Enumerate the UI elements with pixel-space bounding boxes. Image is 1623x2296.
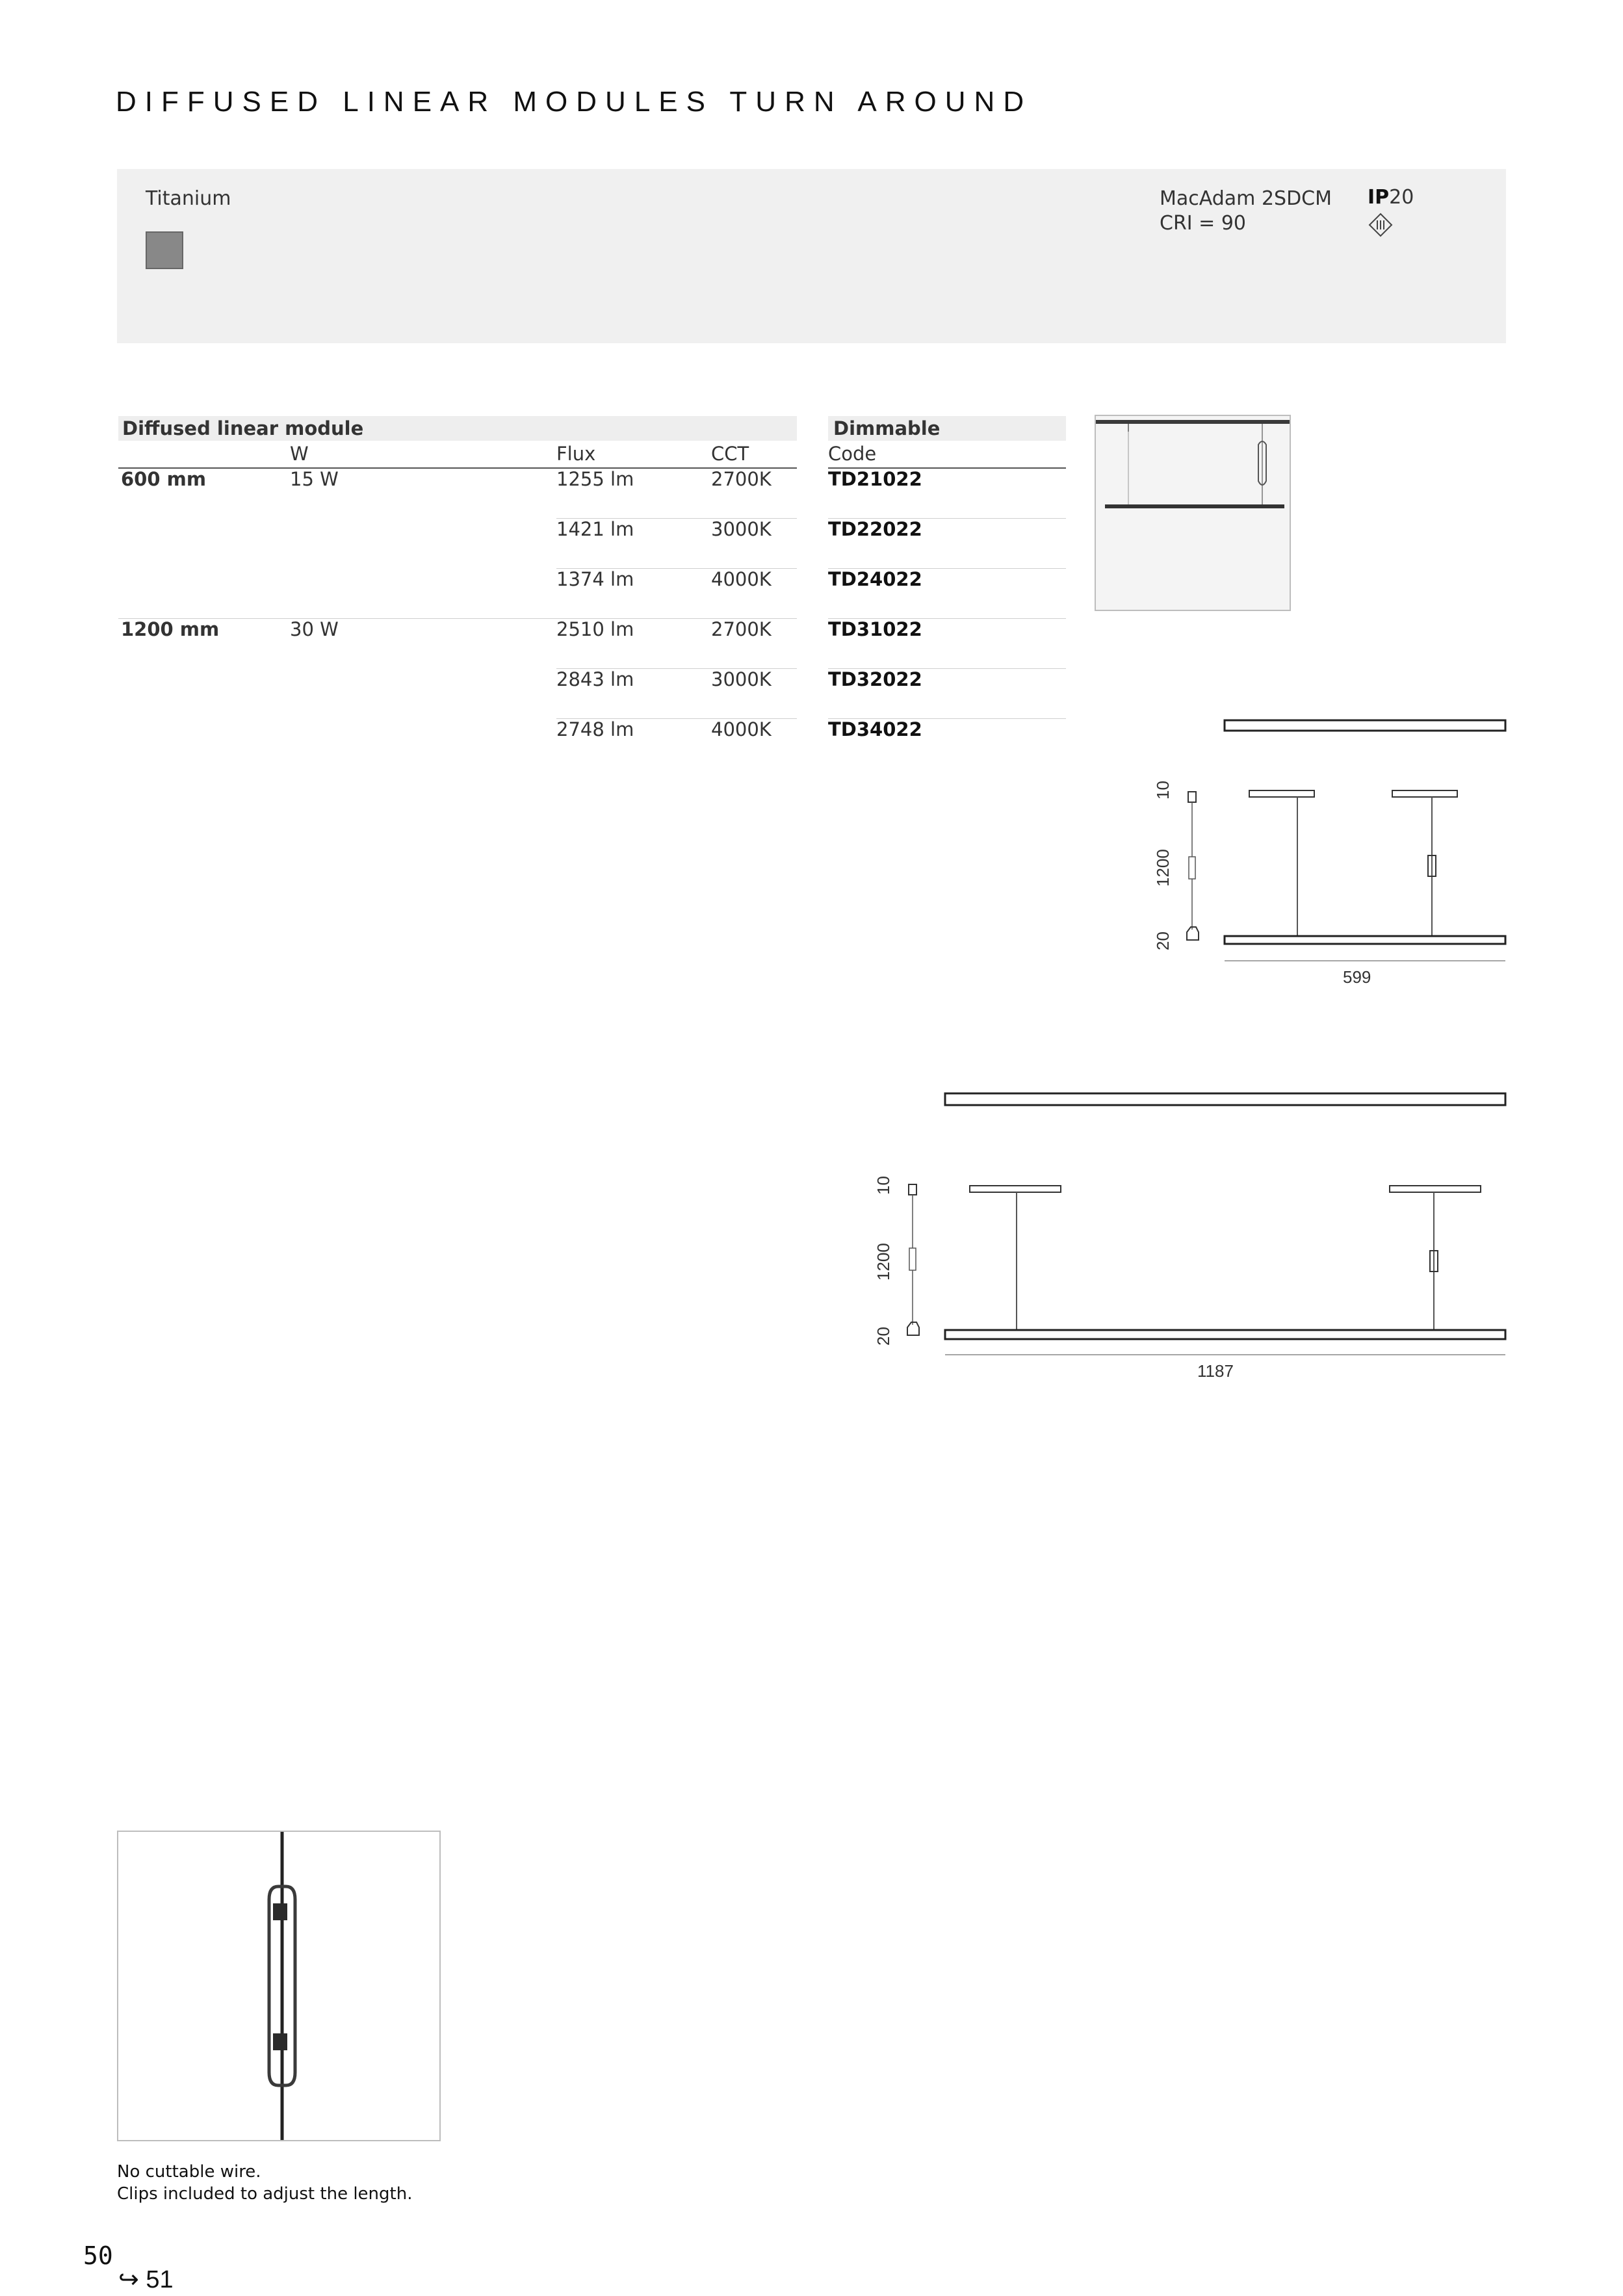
next-page-number: 51 xyxy=(146,2266,174,2293)
dimmable-title: Dimmable xyxy=(833,417,941,439)
dim-width: 599 xyxy=(1343,967,1371,987)
row-cct: 3000K xyxy=(711,668,772,690)
row-cct: 4000K xyxy=(711,718,772,740)
col-header-cct: CCT xyxy=(711,443,749,465)
finish-color-swatch xyxy=(146,231,183,269)
row-code: TD21022 xyxy=(828,468,922,490)
macadam-spec: MacAdam 2SDCM xyxy=(1160,187,1332,210)
header-rule xyxy=(118,467,797,469)
cri-spec: CRI = 90 xyxy=(1160,212,1247,235)
row-code: TD34022 xyxy=(828,718,922,740)
page-number: 50 xyxy=(83,2241,113,2270)
dim-height-top: 10 xyxy=(1153,781,1173,800)
dim-height-cable: 1200 xyxy=(1153,849,1173,887)
row-flux: 1421 lm xyxy=(556,518,634,540)
section-title: Diffused linear module xyxy=(122,417,364,439)
row-code: TD22022 xyxy=(828,518,922,540)
row-code: TD32022 xyxy=(828,668,922,690)
clip-photo-illustration xyxy=(118,1832,439,2140)
group-divider xyxy=(118,618,797,619)
group-length: 600 mm xyxy=(121,468,207,490)
row-cct: 3000K xyxy=(711,518,772,540)
technical-drawing-600 xyxy=(1144,715,1508,988)
turn-arrow-icon: ↪ xyxy=(118,2266,139,2293)
technical-drawing-1200 xyxy=(864,1079,1508,1365)
dim-height-top: 10 xyxy=(874,1176,893,1195)
product-photo-illustration xyxy=(1096,416,1290,610)
row-code: TD24022 xyxy=(828,568,922,590)
row-flux: 1374 lm xyxy=(556,568,634,590)
page-title: DIFFUSED LINEAR MODULES TURN AROUND xyxy=(116,86,1033,118)
group-watt: 15 W xyxy=(290,468,339,490)
dim-height-cable: 1200 xyxy=(874,1243,893,1281)
dim-width: 1187 xyxy=(1197,1361,1234,1381)
group-watt: 30 W xyxy=(290,618,339,640)
dim-height-bottom: 20 xyxy=(874,1327,893,1346)
col-header-flux: Flux xyxy=(556,443,596,465)
note-line-2: Clips included to adjust the length. xyxy=(117,2184,413,2204)
ip-rating xyxy=(1368,186,1414,209)
col-header-code: Code xyxy=(828,443,877,465)
clip-photo xyxy=(117,1831,441,2141)
dim-height-bottom: 20 xyxy=(1153,932,1173,950)
row-cct: 2700K xyxy=(711,618,772,640)
class-iii-icon xyxy=(1368,212,1394,238)
group-length: 1200 mm xyxy=(121,618,220,640)
row-code: TD31022 xyxy=(828,618,922,640)
next-page-link[interactable] xyxy=(118,2265,174,2294)
row-flux: 1255 lm xyxy=(556,468,634,490)
note-line-1: No cuttable wire. xyxy=(117,2162,261,2182)
row-flux: 2748 lm xyxy=(556,718,634,740)
row-cct: 2700K xyxy=(711,468,772,490)
product-photo xyxy=(1095,415,1291,611)
row-flux: 2510 lm xyxy=(556,618,634,640)
col-header-w: W xyxy=(290,443,309,465)
finish-label: Titanium xyxy=(146,187,231,210)
ip-prefix: IP xyxy=(1368,186,1390,209)
row-flux: 2843 lm xyxy=(556,668,634,690)
ip-value: 20 xyxy=(1389,186,1414,209)
row-cct: 4000K xyxy=(711,568,772,590)
